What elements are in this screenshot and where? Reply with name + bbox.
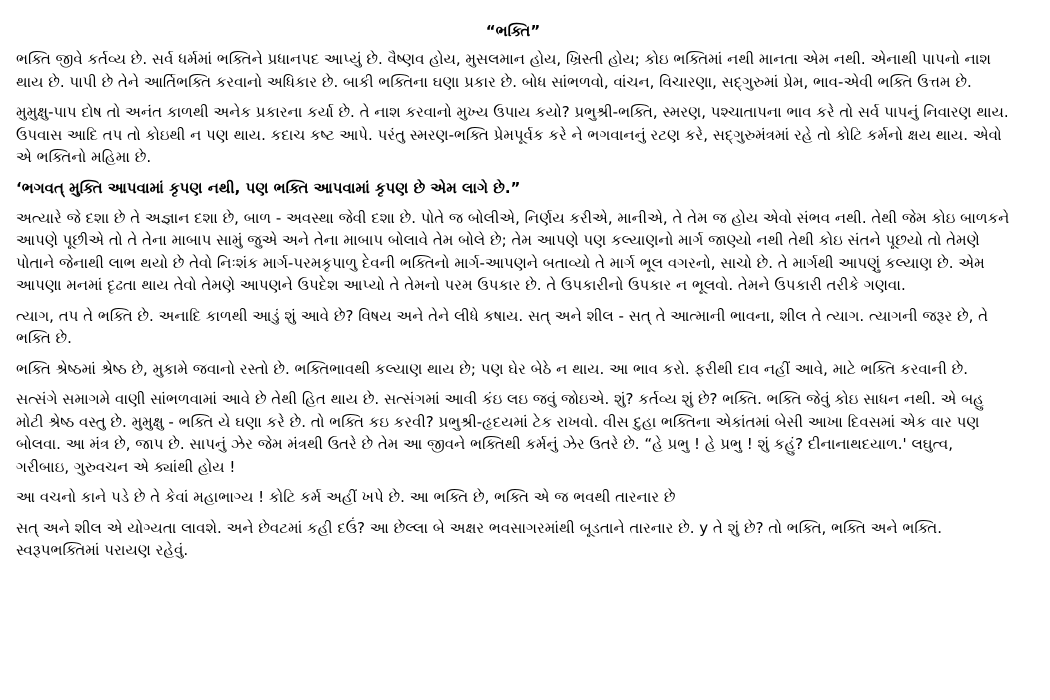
paragraph-6: સત્સંગે સમાગમે વાણી સાંભળવામાં આવે છે તેથી હિત થાય છે. સત્સંગમાં આવી કંઇ લઇ જવું જોઇએ. શું? કર્તવ્ય શું છે? ભક્તિ. ભક્તિ જેવું કોઇ સાધન નથી. એ બહુ મોટી શ્રેષ્ઠ વસ્તુ છે. મુમુક્ષુ - ભક્તિ યે ઘણા કરે છે. તો ભક્તિ કઇ કરવી? પ્રભુશ્રી-હૃદયમાં ટેક રાખવો. વીસ દુહા ભક્તિના એકાંતમાં બેસી આખા દિવસમાં એક વાર પણ બોલવા. આ મંત્ર છે, જાપ છે. સાપનું ઝેર જેમ મંત્રથી ઉતરે છે તેમ આ જીવને ભક્તિથી કર્મનું ઝેર ઉતરે છે. “હે પ્રભુ ! હે પ્રભુ ! શું કહું? દીનાનાથદયાળ.' લઘુત્વ, ગરીબાઇ, ગુરુવચન એ ક્યાંથી હોય ! (16, 390, 984, 476)
paragraph-8: સત્ અને શીલ એ યોગ્યતા લાવશે. અને છેવટમાં કહી દઉં? આ છેલ્લા બે અક્ષર ભવસાગરમાંથી બૂડતાને તારનાર છે. y તે શું છે? તો ભક્તિ, ભક્તિ અને ભક્તિ. સ્વરૂપભક્તિમાં પરાયણ રહેવું. (16, 518, 942, 559)
paragraph-2: મુમુક્ષુ-પાપ દોષ તો અનંત કાળથી અનેક પ્રકારના કર્યા છે. તે નાશ કરવાનો મુખ્ય ઉપાય કયો? પ્રભુશ્રી-ભક્તિ, સ્મરણ, પશ્ચાતાપના ભાવ કરે તો સર્વ પાપનું નિવારણ થાય. ઉપવાસ આદિ તપ તો કોઇથી ન પણ થાય. કદાચ કષ્ટ આપે. પરંતુ સ્મરણ-ભક્તિ પ્રેમપૂર્વક કરે ને ભગવાનનું રટણ કરે, સદ્ગુરુમંત્રમાં રહે તો કોટિ કર્મનો ક્ષય થાય. એવો એ ભક્તિનો મહિમા છે. (16, 103, 1009, 166)
paragraph-4: ત્યાગ, તપ તે ભક્તિ છે. અનાદિ કાળથી આડું શું આવે છે? વિષય અને તેને લીધે કષાય. સત્ અને શીલ - સત્ તે આત્માની ભાવના, શીલ તે ત્યાગ. ત્યાગની જરૂર છે, તે ભક્તિ છે. (16, 306, 989, 347)
paragraph-3: અત્યારે જે દશા છે તે અજ્ઞાન દશા છે, બાળ - અવસ્થા જેવી દશા છે. પોતે જ બોલીએ, નિર્ણય કરીએ, માનીએ, તે તેમ જ હોય એવો સંભવ નથી. તેથી જેમ કોઇ બાળકને આપણે પૂછીએ તો તે તેના માબાપ સામું જુએ અને તેના માબાપ બોલાવે તેમ બોલે છે; તેમ આપણે પણ કલ્યાણનો માર્ગ જાણ્યો નથી તેથી કોઇ સંતને પૂછયો તો તેમણે પોતાને જેનાથી લાભ થયો છે તેવો નિઃશંક માર્ગ-પરમકૃપાળુ દેવની ભક્તિનો માર્ગ-આપણને બતાવ્યો તે માર્ગ ભૂલ વગરનો, સાચો છે. તે માર્ગથી આપણું કલ્યાણ છે. એમ આપણા મનમાં દૃઢતા થાય તેવો તેમણે આપણને ઉપદેશ આપ્યો તે તેમનો પરમ ઉપકાર છે. તે ઉપકારીનો ઉપકાર ન ભૂલવો. તેમને ઉપકારી તરીકે ગણવા. (16, 208, 1010, 294)
paragraph-7: આ વચનો કાને પડે છે તે કેવાં મહાભાગ્ય ! કોટિ કર્મ અહીં ખપે છે. આ ભક્તિ છે, ભક્તિ એ જ ભવથી તારનાર છે (16, 488, 676, 506)
paragraph-5: ભક્તિ શ્રેષ્ઠમાં શ્રેષ્ઠ છે, મુકામે જવાનો રસ્તો છે. ભક્તિભાવથી કલ્યાણ થાય છે; પણ ઘેર બેઠે ન થાય. આ ભાવ કરો. ફરીથી દાવ નહીં આવે, માટે ભક્તિ કરવાની છે. (16, 359, 968, 378)
page-title: “ભક્તિ” (485, 22, 541, 40)
quote-heading: ‘ભગવત્ મુક્તિ આપવામાં કૃપણ નથી, પણ ભક્તિ આપવામાં કૃપણ છે એમ લાગે છે.” (16, 178, 521, 197)
paragraph-1: ભક્તિ જીવે કર્તવ્ય છે. સર્વ ધર્મમાં ભક્તિને પ્રધાનપદ આપ્યું છે. વૈષ્ણવ હોય, મુસલમાન હોય, ખ્રિસ્તી હોય; કોઇ ભક્તિમાં નથી માનતા એમ નથી. એનાથી પાપનો નાશ થાય છે. પાપી છે તેને આર્તિભક્તિ કરવાનો અધિકાર છે. બાકી ભક્તિના ઘણા પ્રકાર છે. બોધ સાંભળવો, વાંચન, વિચારણા, સદ્ગુરુમાં પ્રેમ, ભાવ-એવી ભક્તિ ઉત્તમ છે. (16, 50, 991, 91)
